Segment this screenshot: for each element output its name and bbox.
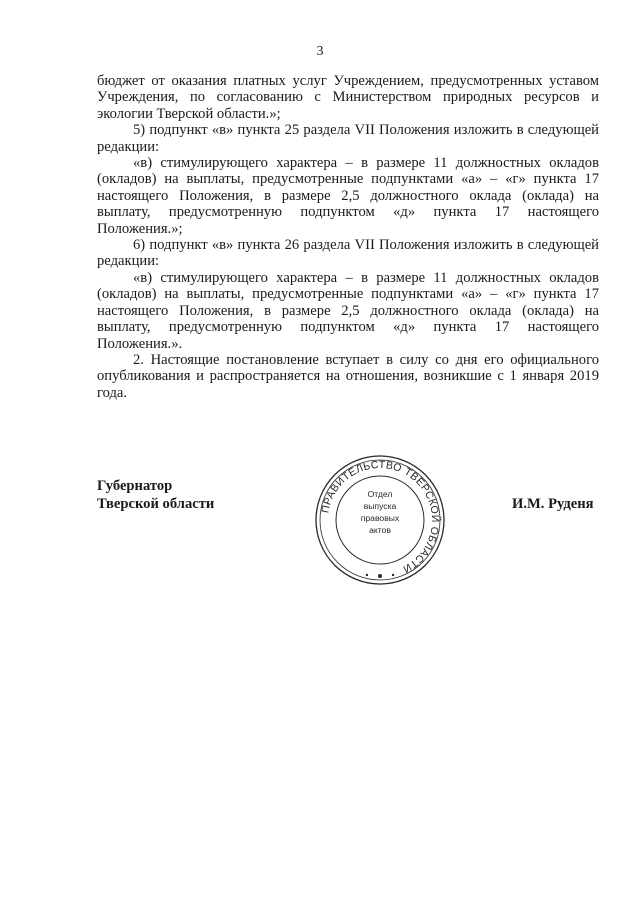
paragraph-item-6: 6) подпункт «в» пункта 26 раздела VII Положения изложить в следующей редакции: [97,237,599,270]
signer-title-line1: Губернатор [97,478,173,494]
page-number: 3 [316,44,324,59]
stamp-ring-text: ПРАВИТЕЛЬСТВО ТВЕРСКОЙ ОБЛАСТИ [319,458,442,576]
signer-title-line2: Тверской области [97,496,215,512]
paragraph-item-5-text: «в) стимулирующего характера – в размере 11 должностных окладов (окладов) на выплаты, предусмотренные подпунктами «а» – «г» пункта 17 настоящего Положения, в размере 2,5 должностного оклада (оклада) на выплату, предусмотренную подпунктом «д» пункта 17 настоящего Положения.»; [97,155,599,237]
stamp-center-text [346,486,414,554]
official-stamp [312,452,448,588]
stamp-line: выпуска [363,501,397,511]
stamp-line: правовых [360,513,400,523]
signer-title [97,477,214,513]
stamp-line: Отдел [367,489,393,499]
paragraph-budget-approval: бюджет от оказания платных услуг Учреждением, предусмотренных уставом Учреждения, по согласованию с Министерством природных ресурсов и экологии Тверской области.»; [97,73,599,122]
signer-name: И.М. Руденя [512,496,594,512]
paragraph-item-6-text: «в) стимулирующего характера – в размере 11 должностных окладов (окладов) на выплаты, предусмотренные подпунктами «а» – «г» пункта 17 настоящего Положения, в размере 2,5 должностного оклада (оклада) на выплату, предусмотренную подпунктом «д» пункта 17 настоящего Положения.». [97,269,599,352]
paragraph-item-5: 5) подпункт «в» пункта 25 раздела VII Положения изложить в следующей редакции: [97,122,599,155]
paragraph-effective-date: 2. Настоящие постановление вступает в силу со дня его официального опубликования и распространяется на отношения, возникшие с 1 января 2019 года. [97,351,599,401]
document-body [97,73,599,401]
stamp-line: актов [369,525,391,535]
